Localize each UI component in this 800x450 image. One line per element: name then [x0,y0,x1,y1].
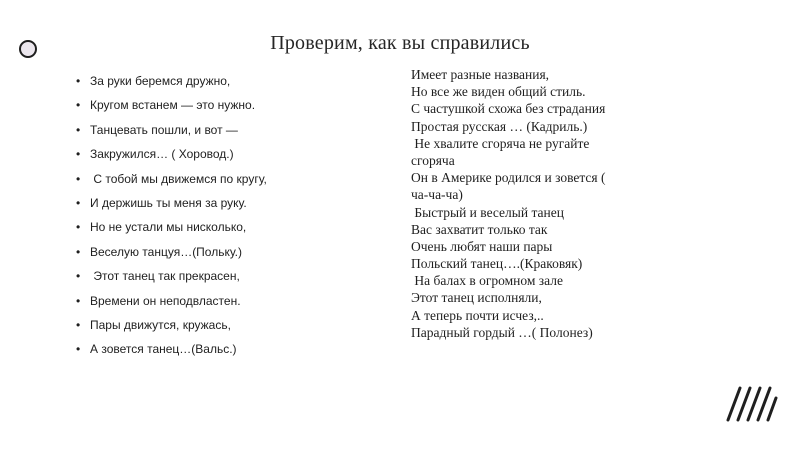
right-poem-block [411,66,606,341]
left-poem-item: • А зовется танец…(Вальс.) [76,340,267,364]
right-poem-line: Быстрый и веселый танец [411,204,564,220]
left-poem-item: • Кругом встанем — это нужно. [76,96,267,120]
slide-title: Проверим, как вы справились [270,32,530,54]
right-poem-line: сгоряча [411,152,455,168]
left-poem-item: • Но не устали мы нисколько, [76,218,267,242]
right-poem-line: Очень любят наши пары [411,238,553,254]
hatch-lines-icon [726,384,778,424]
right-poem-line: Парадный гордый …( Полонез) [411,324,593,340]
left-poem-item: • Танцевать пошли, и вот — [76,121,267,145]
left-poem-item: • Веселую танцуя…(Польку.) [76,243,267,267]
left-poem-item: • Времени он неподвластен. [76,292,267,316]
left-poem-item: • С тобой мы движемся по кругу, [76,170,267,194]
right-poem-line: ча-ча-ча) [411,187,463,203]
right-poem-line: Не хвалите сгоряча не ругайте [411,135,590,151]
right-poem-line: Имеет разные названия, [411,67,550,82]
right-poem-line: Этот танец исполняли, [411,290,542,306]
right-poem-line: Он в Америке родился и зовется ( [411,170,606,186]
left-poem-item: • И держишь ты меня за руку. [76,194,267,218]
right-poem-line: На балах в огромном зале [411,273,563,289]
right-poem-line: Простая русская … (Кадриль.) [411,118,588,134]
right-poem-line: Но все же виден общий стиль. [411,84,586,100]
right-poem-line: Польский танец….(Краковяк) [411,256,583,272]
right-poem-line: А теперь почти исчез,.. [411,307,544,323]
left-poem-item: • За руки беремся дружно, [76,72,267,96]
left-poem-item: • Пары движутся, кружась, [76,316,267,340]
right-poem-line: С частушкой схожа без страдания [411,101,606,117]
left-poem-item: • Этот танец так прекрасен, [76,267,267,291]
left-poem-item: • Закружился… ( Хоровод.) [76,145,267,169]
left-poem-list [76,72,267,365]
right-poem-line: Вас захватит только так [411,221,548,237]
